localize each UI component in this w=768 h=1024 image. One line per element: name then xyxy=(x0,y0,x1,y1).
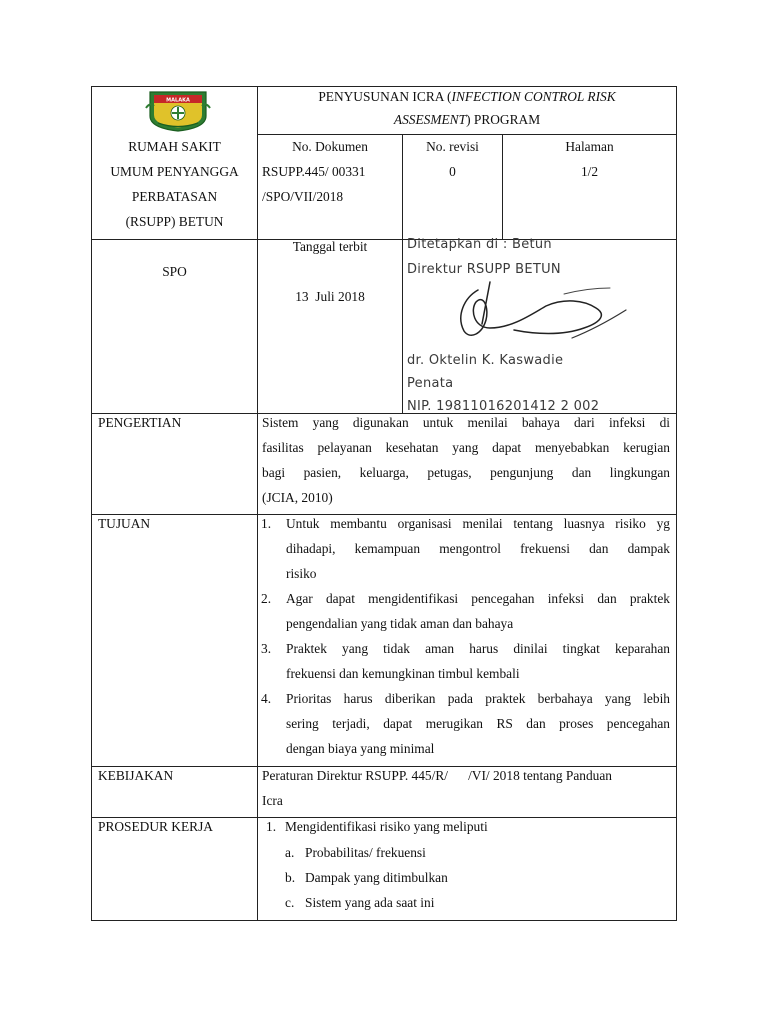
approval-block xyxy=(404,236,674,414)
list-item xyxy=(261,536,670,561)
list-text: pengendalian yang tidak aman dan bahaya xyxy=(286,616,514,631)
pengertian-label: PENGERTIAN xyxy=(98,415,182,430)
pengertian-line-4: (JCIA, 2010) xyxy=(262,490,333,505)
title-suffix: ) PROGRAM xyxy=(466,112,541,127)
issue-date-value: 13 Juli 2018 xyxy=(295,289,365,304)
approval-rank: Penata xyxy=(407,376,454,391)
doc-no-value-line-2: /SPO/VII/2018 xyxy=(262,189,344,204)
list-item xyxy=(261,611,670,636)
list-text: dengan biaya yang minimal xyxy=(286,741,435,756)
hospital-name-line-2: UMUM PENYANGGA xyxy=(110,164,239,179)
list-number: 4. xyxy=(261,691,272,706)
pengertian-line-1: Sistem yang digunakan untuk menilai bahaya dari infeksi di xyxy=(262,415,670,430)
title-italic-2: ASSESMENT xyxy=(393,112,467,127)
handwritten-signature xyxy=(434,276,634,350)
prosedur-subitem-letter: c. xyxy=(285,895,295,910)
spo-label: SPO xyxy=(162,264,187,279)
approval-line-2: Direktur RSUPP BETUN xyxy=(407,262,561,277)
list-item xyxy=(261,511,670,536)
prosedur-item-1-text: Mengidentifikasi risiko yang meliputi xyxy=(285,819,488,834)
hospital-name-line-4: (RSUPP) BETUN xyxy=(125,214,224,229)
list-text: frekuensi dan kemungkinan timbul kembali xyxy=(286,666,520,681)
pengertian-line-2: fasilitas pelayanan kesehatan yang dapat menyebabkan kerugian xyxy=(262,440,670,455)
list-text: Praktek yang tidak aman harus dinilai tingkat keparahan xyxy=(286,641,670,656)
kebijakan-line-1: Peraturan Direktur RSUPP. 445/R/ /VI/ 2018 tentang Panduan xyxy=(262,768,612,783)
document-title-line-1 xyxy=(258,84,676,109)
prosedur-subitem-text: Sistem yang ada saat ini xyxy=(305,895,435,910)
list-item xyxy=(261,586,670,611)
document-title-line-2 xyxy=(258,107,676,132)
svg-text:MALAKA: MALAKA xyxy=(166,97,190,104)
approval-line-1: Ditetapkan di : Betun xyxy=(407,237,552,252)
list-text: dihadapi, kemampuan mengontrol frekuensi dan dampak xyxy=(286,541,670,556)
title-italic-1: INFECTION CONTROL RISK xyxy=(451,89,616,104)
prosedur-subitem-text: Probabilitas/ frekuensi xyxy=(305,845,426,860)
tujuan-list xyxy=(261,511,670,761)
list-text: Prioritas harus diberikan pada praktek berbahaya yang lebih xyxy=(286,691,670,706)
cell-tujuan-label xyxy=(91,514,258,767)
cell-issue-date xyxy=(257,239,403,414)
list-item xyxy=(261,686,670,711)
kebijakan-label: KEBIJAKAN xyxy=(98,768,174,783)
revision-value: 0 xyxy=(449,164,456,179)
list-text: Untuk membantu organisasi menilai tentang luasnya risiko yg xyxy=(286,516,670,531)
tujuan-label: TUJUAN xyxy=(98,516,151,531)
list-text: risiko xyxy=(286,566,317,581)
kebijakan-line-2: Icra xyxy=(262,793,283,808)
approval-name: dr. Oktelin K. Kaswadie xyxy=(407,353,564,368)
prosedur-subitem-letter: a. xyxy=(285,845,295,860)
list-number: 1. xyxy=(261,516,272,531)
prosedur-subitem-letter: b. xyxy=(285,870,296,885)
list-item xyxy=(261,561,670,586)
list-text: sering terjadi, dapat merugikan RS dan proses pencegahan xyxy=(286,716,670,731)
hospital-name-line-3: PERBATASAN xyxy=(131,189,218,204)
page-value: 1/2 xyxy=(580,164,599,179)
list-item xyxy=(261,736,670,761)
list-number: 2. xyxy=(261,591,272,606)
list-text: Agar dapat mengidentifikasi pencegahan infeksi dan praktek xyxy=(286,591,670,606)
list-item xyxy=(261,636,670,661)
doc-no-value-line-1: RSUPP.445/ 00331 xyxy=(262,164,366,179)
approval-nip: NIP. 19811016201412 2 002 xyxy=(407,399,600,414)
prosedur-subitem-text: Dampak yang ditimbulkan xyxy=(305,870,448,885)
doc-no-label: No. Dokumen xyxy=(292,139,368,154)
page-label: Halaman xyxy=(565,139,614,154)
hospital-logo xyxy=(144,86,212,132)
hospital-name-line-1: RUMAH SAKIT xyxy=(128,139,221,154)
list-number: 3. xyxy=(261,641,272,656)
list-item xyxy=(261,661,670,686)
revision-label: No. revisi xyxy=(426,139,479,154)
prosedur-label: PROSEDUR KERJA xyxy=(98,819,213,834)
pengertian-line-3: bagi pasien, keluarga, petugas, pengunjung dan lingkungan xyxy=(262,465,670,480)
issue-date-label: Tanggal terbit xyxy=(292,239,368,254)
list-item xyxy=(261,711,670,736)
title-prefix: PENYUSUNAN ICRA ( xyxy=(318,89,452,104)
prosedur-item-1-number: 1. xyxy=(266,819,277,834)
